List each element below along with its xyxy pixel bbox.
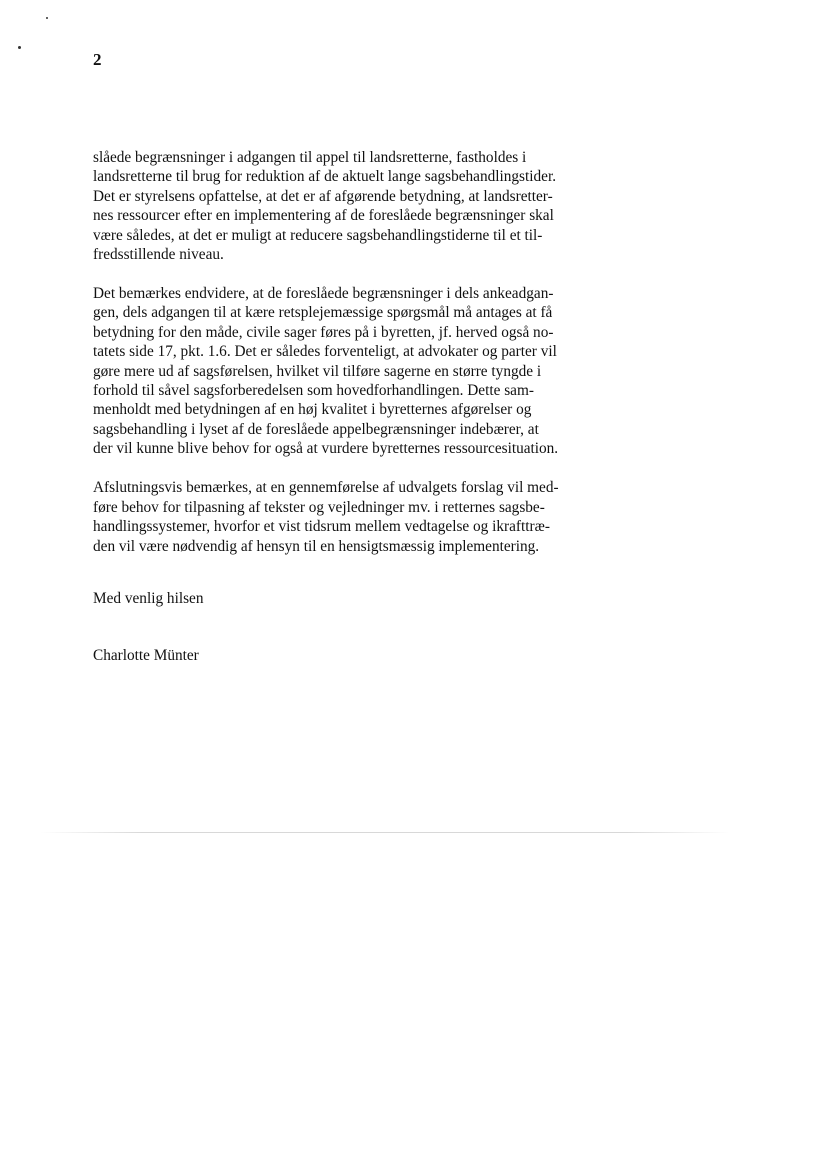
text-line: Afslutningsvis bemærkes, at en gennemførelse af udvalgets forslag vil med- xyxy=(93,479,559,497)
text-line: slåede begrænsninger i adgangen til appel til landsretterne, fastholdes i xyxy=(93,149,527,166)
paragraph-3 xyxy=(93,478,613,556)
text-line: gøre mere ud af sagsførelsen, hvilket vil tilføre sagerne en større tyngde i xyxy=(93,362,542,380)
scan-speck xyxy=(18,46,21,49)
text-line: Det er styrelsens opfattelse, at det er af afgørende betydning, at landsretter- xyxy=(93,187,553,205)
text-line: menholdt med betydningen af en høj kvalitet i byretternes afgørelser og xyxy=(93,401,532,419)
paragraph-1 xyxy=(93,148,613,264)
text-line: betydning for den måde, civile sager føres på i byretten, jf. herved også no- xyxy=(93,323,554,341)
paragraph-2 xyxy=(93,284,613,459)
text-line: den vil være nødvendig af hensyn til en hensigtsmæssig implementering. xyxy=(93,537,540,555)
text-line: sagsbehandling i lyset af de foreslåede appelbegrænsninger indebærer, at xyxy=(93,420,539,438)
text-line: gen, dels adgangen til at kære retsplejemæssige spørgsmål må antages at få xyxy=(93,304,553,322)
text-line: nes ressourcer efter en implementering af de foreslåede begrænsninger skal xyxy=(93,207,554,225)
text-line: fredsstillende niveau. xyxy=(93,246,224,264)
scan-speck xyxy=(46,17,48,19)
text-line: forhold til såvel sagsforberedelsen som hovedforhandlingen. Dette sam- xyxy=(93,382,534,400)
signature-name: Charlotte Münter xyxy=(93,647,199,664)
page-number: 2 xyxy=(93,50,102,69)
scan-artifact-line xyxy=(40,832,730,833)
text-line: føre behov for tilpasning af tekster og vejledninger mv. i retternes sagsbe- xyxy=(93,498,545,516)
closing-salutation: Med venlig hilsen xyxy=(93,590,204,607)
text-line: tatets side 17, pkt. 1.6. Det er således forventeligt, at advokater og parter vil xyxy=(93,343,557,361)
text-line: være således, at det er muligt at reducere sagsbehandlingstiderne til et til- xyxy=(93,226,543,244)
text-line: der vil kunne blive behov for også at vurdere byretternes ressourcesituation. xyxy=(93,440,559,458)
letter-body xyxy=(93,148,613,556)
text-line: landsretterne til brug for reduktion af de aktuelt lange sagsbehandlingstider. xyxy=(93,168,557,186)
text-line: Det bemærkes endvidere, at de foreslåede begrænsninger i dels ankeadgan- xyxy=(93,285,554,303)
text-line: handlingssystemer, hvorfor et vist tidsrum mellem vedtagelse og ikrafttræ- xyxy=(93,518,550,536)
